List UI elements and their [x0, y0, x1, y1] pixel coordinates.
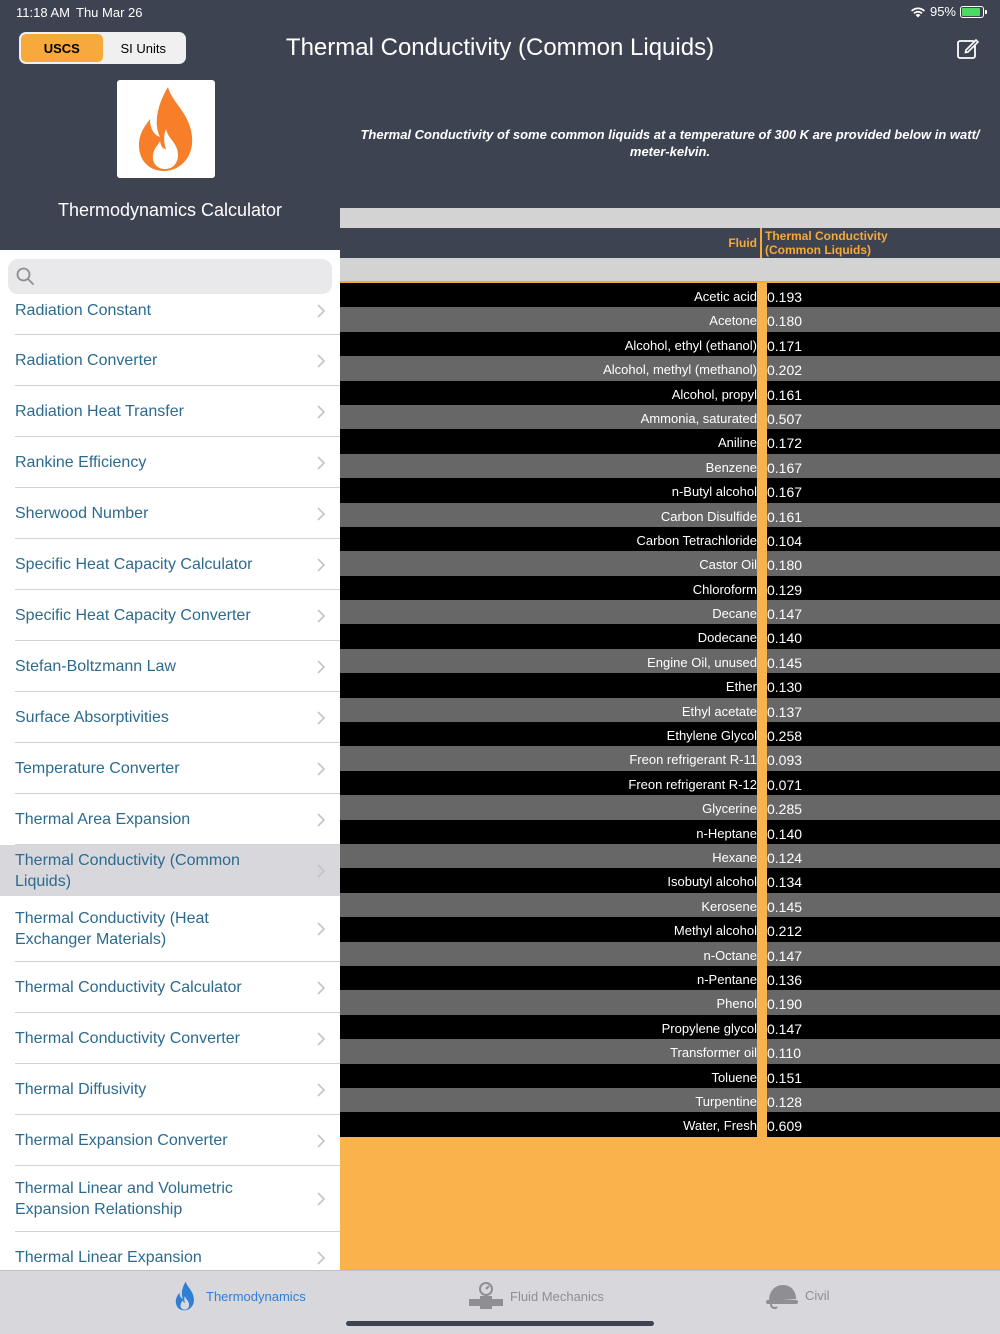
conductivity-value: 0.167 — [767, 459, 803, 476]
conductivity-value: 0.193 — [767, 289, 803, 305]
sidebar-item[interactable] — [0, 1232, 340, 1270]
table-row — [340, 771, 1000, 795]
table-row — [340, 307, 1000, 331]
sidebar-header — [0, 72, 340, 250]
table-row — [340, 551, 1000, 575]
sidebar-item[interactable] — [0, 641, 340, 692]
conductivity-value: 0.110 — [767, 1045, 801, 1062]
conductivity-value: 0.190 — [767, 996, 803, 1013]
sidebar-item[interactable] — [0, 1115, 340, 1166]
table-row — [340, 917, 1000, 941]
status-bar — [0, 0, 1000, 24]
sidebar-item-label: Thermal Linear and Volumetric Expansion Relationship — [15, 1180, 233, 1218]
sidebar-item[interactable] — [0, 692, 340, 743]
chevron-right-icon — [316, 304, 326, 319]
table-row — [340, 478, 1000, 502]
sidebar-item-label: Thermal Area Expansion — [15, 811, 191, 828]
fluid-name: Aniline — [717, 435, 757, 451]
fluid-name: Acetic acid — [694, 289, 757, 304]
chevron-right-icon — [316, 761, 326, 777]
conductivity-value: 0.137 — [767, 703, 803, 720]
conductivity-value: 0.609 — [767, 1118, 803, 1135]
fluid-name: Carbon Tetrachloride — [636, 532, 757, 548]
search-bar — [0, 250, 340, 304]
app-name: Thermodynamics Calculator — [57, 200, 283, 220]
sidebar-item-label: Radiation Constant — [15, 304, 152, 319]
conductivity-value: 0.285 — [767, 801, 803, 818]
sidebar-item-label: Specific Heat Capacity Converter — [15, 607, 251, 624]
fluid-name: Acetone — [709, 313, 757, 329]
tab-civil[interactable] — [765, 1281, 830, 1309]
fluid-name: Alcohol, methyl (methanol) — [603, 362, 757, 378]
table-row — [340, 820, 1000, 844]
conductivity-value: 0.161 — [767, 508, 803, 525]
sidebar-item[interactable] — [0, 488, 340, 539]
chevron-right-icon — [316, 455, 326, 471]
conductivity-value: 0.147 — [767, 606, 803, 623]
conductivity-value: 0.136 — [767, 971, 803, 988]
conductivity-value: 0.140 — [767, 825, 803, 842]
conductivity-value: 0.147 — [767, 1020, 803, 1037]
fluid-name: Phenol — [716, 996, 757, 1012]
chevron-right-icon — [316, 659, 326, 675]
chevron-right-icon — [316, 1250, 326, 1266]
search-icon — [16, 267, 34, 285]
fluid-name: Alcohol, ethyl (ethanol) — [624, 337, 757, 353]
uscs-segment[interactable]: USCS — [21, 34, 103, 62]
fluid-name: Ethylene Glycol — [666, 728, 757, 744]
table-row — [340, 600, 1000, 624]
status-time: 11:18 AM — [16, 5, 70, 20]
sidebar-item[interactable] — [0, 962, 340, 1013]
conductivity-value: 0.093 — [767, 752, 803, 769]
conductivity-value: 0.507 — [767, 410, 803, 427]
tab-thermodynamics[interactable] — [170, 1281, 306, 1311]
table-row — [340, 1039, 1000, 1063]
status-date: Thu Mar 26 — [76, 5, 143, 20]
sidebar-item[interactable] — [0, 743, 340, 794]
fluid-name: Ether — [725, 679, 757, 695]
chevron-right-icon — [316, 506, 326, 522]
conductivity-value: 0.180 — [767, 313, 803, 330]
fluid-name: Transformer oil — [670, 1045, 757, 1061]
sidebar-item-label: Surface Absorptivities — [15, 709, 169, 726]
table-row — [340, 649, 1000, 673]
page-title: Thermal Conductivity (Common Liquids) — [285, 34, 715, 61]
fluid-name: Propylene glycol — [661, 1020, 757, 1036]
sidebar-list — [0, 304, 340, 1270]
sidebar-item[interactable] — [0, 896, 340, 962]
conductivity-value: 0.202 — [767, 362, 803, 379]
fluid-name: Glycerine — [702, 801, 757, 817]
sidebar-item-label: Thermal Conductivity (Common Liquids) — [15, 851, 240, 890]
conductivity-value: 0.151 — [767, 1069, 803, 1086]
conductivity-value: 0.167 — [767, 484, 803, 501]
fluid-name: n-Butyl alcohol — [671, 484, 757, 500]
home-indicator — [346, 1321, 654, 1326]
column-header-conductivity — [765, 229, 888, 257]
chevron-right-icon — [316, 1082, 326, 1098]
battery-icon — [960, 6, 984, 18]
compose-icon[interactable] — [956, 36, 980, 60]
tab-label: Fluid Mechanics — [510, 1288, 604, 1304]
column-header-conductivity-line1: Thermal Conductivity — [765, 229, 888, 243]
column-header-conductivity-line2: (Common Liquids) — [765, 243, 871, 257]
fluid-name: Ammonia, saturated — [640, 410, 757, 426]
column-header-fluid: Fluid — [728, 236, 757, 250]
conductivity-table — [340, 208, 1000, 1270]
main-panel — [340, 72, 1000, 1270]
fluid-name: Freon refrigerant R-12 — [628, 776, 757, 792]
chevron-right-icon — [316, 710, 326, 726]
sidebar-item-label: Thermal Conductivity Calculator — [15, 979, 242, 996]
fluid-name: Kerosene — [701, 898, 757, 914]
sidebar-item-label: Thermal Conductivity (Heat Exchanger Materials) — [15, 910, 209, 948]
description-text: Thermal Conductivity of some common liquids at a temperature of 300 K are provided below in watt/ meter-kelvin. — [360, 127, 980, 159]
units-segmented-control — [19, 32, 186, 64]
table-row — [340, 1064, 1000, 1088]
battery-percent: 95% — [929, 4, 956, 19]
sidebar-item[interactable] — [0, 437, 340, 488]
chevron-right-icon — [316, 608, 326, 624]
conductivity-value: 0.180 — [767, 557, 803, 574]
conductivity-value: 0.140 — [767, 630, 803, 647]
table-header-band — [340, 258, 1000, 283]
sidebar-item[interactable] — [0, 335, 340, 386]
chevron-right-icon — [316, 1031, 326, 1047]
sidebar-item-label: Thermal Conductivity Converter — [15, 1030, 240, 1047]
table-row — [340, 576, 1000, 600]
sidebar-item[interactable] — [0, 794, 340, 845]
sidebar-item[interactable] — [0, 1013, 340, 1064]
sidebar-item-label: Thermal Expansion Converter — [15, 1132, 228, 1149]
fluid-name: Isobutyl alcohol — [667, 874, 757, 890]
sidebar-item-label: Rankine Efficiency — [15, 454, 147, 471]
table-row — [340, 966, 1000, 990]
table-row — [340, 722, 1000, 746]
table-row — [340, 673, 1000, 697]
chevron-right-icon — [316, 980, 326, 996]
conductivity-value: 0.258 — [767, 728, 803, 745]
chevron-right-icon — [316, 557, 326, 573]
pump-icon — [468, 1281, 504, 1311]
fluid-name: Turpentine — [695, 1093, 757, 1109]
fluid-name: n-Heptane — [696, 825, 757, 841]
table-row — [340, 698, 1000, 722]
table-row — [340, 868, 1000, 892]
fluid-name: Benzene — [705, 459, 757, 475]
sidebar-item[interactable] — [0, 1064, 340, 1115]
table-row — [340, 844, 1000, 868]
conductivity-value: 0.172 — [767, 435, 803, 452]
table-header — [340, 228, 1000, 258]
chevron-right-icon — [316, 353, 326, 369]
table-row — [340, 942, 1000, 966]
fluid-name: Chloroform — [692, 581, 757, 597]
fluid-name: Alcohol, propyl — [671, 386, 757, 402]
conductivity-value: 0.071 — [767, 776, 803, 793]
sidebar-item-label: Thermal Diffusivity — [15, 1081, 147, 1098]
table-row — [340, 283, 1000, 307]
flame-icon — [134, 85, 198, 173]
fluid-name: Water, Fresh — [683, 1118, 757, 1134]
sidebar-item[interactable] — [0, 1166, 340, 1232]
fluid-name: Toluene — [711, 1069, 757, 1085]
table-row — [340, 503, 1000, 527]
chevron-right-icon — [316, 1191, 326, 1207]
header-divider — [760, 228, 762, 258]
sidebar — [0, 72, 340, 1270]
fluid-name: Dodecane — [697, 630, 757, 646]
sidebar-item-label: Temperature Converter — [15, 760, 180, 777]
chevron-right-icon — [316, 404, 326, 420]
fluid-name: n-Octane — [703, 947, 757, 963]
fluid-name: Decane — [712, 606, 757, 622]
table-top-band — [340, 208, 1000, 228]
conductivity-value: 0.171 — [767, 337, 803, 354]
sidebar-item[interactable] — [0, 539, 340, 590]
hard-hat-icon — [765, 1281, 799, 1309]
table-row — [340, 1112, 1000, 1136]
column-divider — [757, 283, 767, 1149]
sidebar-item-label: Specific Heat Capacity Calculator — [15, 556, 253, 573]
conductivity-value: 0.129 — [767, 581, 803, 598]
table-row — [340, 746, 1000, 770]
sidebar-item[interactable] — [0, 590, 340, 641]
chevron-right-icon — [316, 812, 326, 828]
table-row — [340, 624, 1000, 648]
wifi-icon — [910, 6, 926, 18]
tab-fluid-mechanics[interactable] — [468, 1281, 604, 1311]
fluid-name: Carbon Disulfide — [660, 508, 757, 524]
table-row — [340, 1088, 1000, 1112]
conductivity-value: 0.145 — [767, 898, 803, 915]
tab-label: Thermodynamics — [206, 1288, 306, 1304]
sidebar-item-label: Stefan-Boltzmann Law — [15, 658, 176, 675]
conductivity-value: 0.145 — [767, 654, 803, 671]
status-right — [910, 4, 984, 19]
flame-icon — [170, 1281, 200, 1311]
chevron-right-icon — [316, 1133, 326, 1149]
table-row — [340, 454, 1000, 478]
fluid-name: Castor Oil — [699, 557, 757, 573]
sidebar-item-label: Radiation Converter — [15, 352, 158, 369]
table-row — [340, 527, 1000, 551]
tab-label: Civil — [805, 1287, 830, 1303]
fluid-name: n-Pentane — [697, 971, 757, 987]
sidebar-item[interactable] — [0, 304, 340, 335]
nav-bar — [0, 24, 1000, 72]
fluid-name: Hexane — [712, 849, 757, 865]
conductivity-value: 0.128 — [767, 1093, 803, 1110]
conductivity-value: 0.212 — [767, 923, 803, 940]
table-row — [340, 332, 1000, 356]
chevron-right-icon — [316, 921, 326, 937]
table-row — [340, 356, 1000, 380]
conductivity-value: 0.161 — [767, 386, 803, 403]
fluid-name: Freon refrigerant R-11 — [629, 752, 757, 768]
sidebar-item[interactable] — [0, 386, 340, 437]
search-input[interactable] — [8, 259, 332, 294]
conductivity-value: 0.134 — [767, 874, 803, 891]
sidebar-item-label: Radiation Heat Transfer — [15, 403, 184, 420]
chevron-right-icon — [316, 863, 326, 879]
table-body — [340, 283, 1000, 1137]
fluid-name: Engine Oil, unused — [647, 654, 757, 670]
conductivity-value: 0.124 — [767, 849, 803, 866]
table-row — [340, 795, 1000, 819]
app-logo — [117, 80, 215, 178]
table-row — [340, 990, 1000, 1014]
fluid-name: Ethyl acetate — [681, 703, 757, 719]
table-row — [340, 405, 1000, 429]
table-row — [340, 893, 1000, 917]
sidebar-item-label: Sherwood Number — [15, 505, 149, 522]
fluid-name: Methyl alcohol — [673, 923, 757, 939]
table-row — [340, 1015, 1000, 1039]
conductivity-value: 0.104 — [767, 532, 803, 549]
table-row — [340, 381, 1000, 405]
table-row — [340, 429, 1000, 453]
sidebar-item-label: Thermal Linear Expansion — [15, 1249, 202, 1266]
conductivity-value: 0.147 — [767, 947, 803, 964]
conductivity-value: 0.130 — [767, 679, 803, 696]
sidebar-item-selected[interactable] — [0, 845, 340, 896]
si-units-segment[interactable]: SI Units — [120, 40, 166, 56]
